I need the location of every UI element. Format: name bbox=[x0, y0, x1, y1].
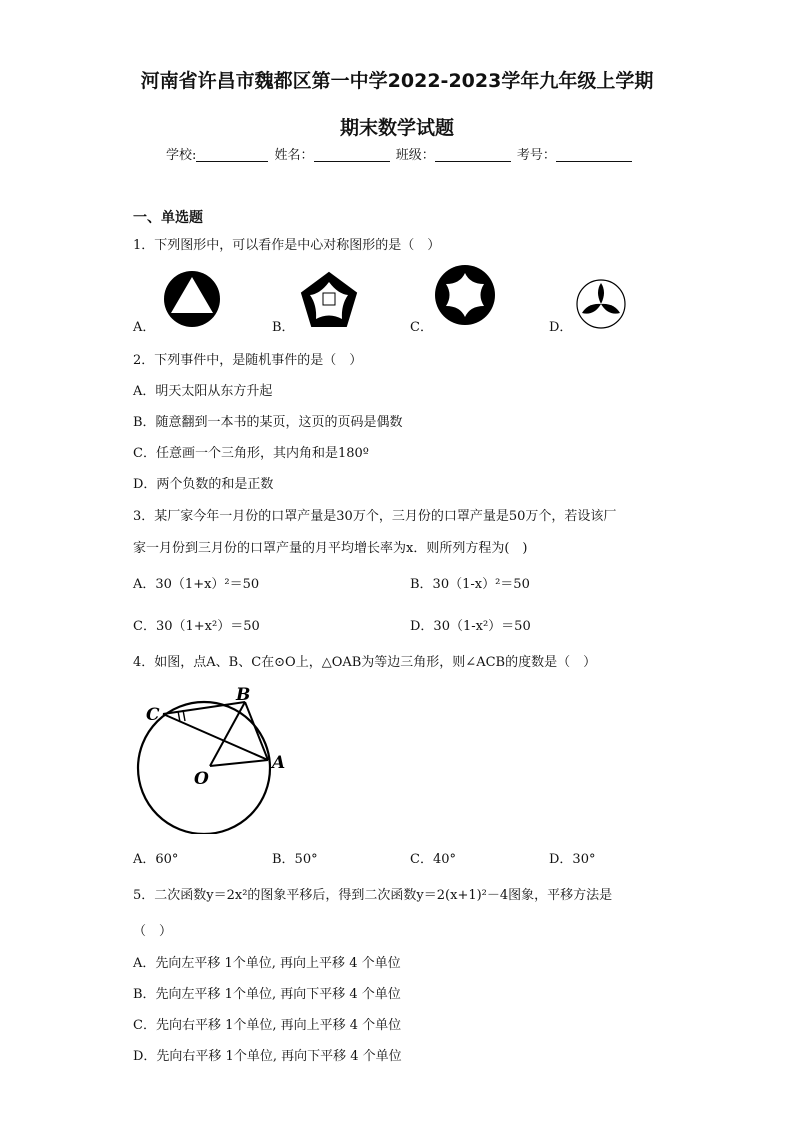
q2-option-a: A．明天太阳从东方升起 bbox=[133, 384, 273, 399]
q1-option-c-label: C． bbox=[410, 320, 433, 335]
q3-option-a: A．30（1+x）²＝50 bbox=[133, 577, 260, 592]
q2-option-c: C．任意画一个三角形，其内角和是180º bbox=[133, 446, 369, 461]
q5-stem-line2: （ ） bbox=[133, 924, 173, 939]
q1-option-a-figure bbox=[162, 270, 222, 328]
document-title-line2: 期末数学试题 bbox=[339, 117, 454, 139]
q2-option-b: B．随意翻到一本书的某页，这页的页码是偶数 bbox=[133, 415, 403, 430]
q5-option-b: B．先向左平移 1个单位, 再向下平移 4 个单位 bbox=[133, 987, 401, 1002]
name-blank[interactable] bbox=[314, 147, 390, 162]
exam-no-blank[interactable] bbox=[556, 147, 632, 162]
q4-option-a: A．60° bbox=[133, 852, 179, 867]
q1-option-d-figure bbox=[575, 278, 627, 330]
q1-option-b-figure bbox=[298, 270, 360, 330]
q4-label-b: B bbox=[236, 685, 251, 705]
section-heading: 一、单选题 bbox=[133, 210, 203, 226]
q3-option-c: C．30（1+x²）＝50 bbox=[133, 619, 260, 634]
class-blank[interactable] bbox=[435, 147, 511, 162]
q1-option-d-label: D． bbox=[549, 320, 573, 335]
q1-stem: 1．下列图形中，可以看作是中心对称图形的是（ ） bbox=[133, 238, 441, 253]
name-label: 姓名： bbox=[274, 148, 314, 163]
class-label: 班级： bbox=[395, 148, 435, 163]
q4-option-c: C．40° bbox=[410, 852, 456, 867]
q3-stem-line1: 3．某厂家今年一月份的口罩产量是30万个，三月份的口罩产量是50万个，若设该厂 bbox=[133, 509, 617, 524]
student-info-row bbox=[166, 144, 634, 163]
q1-option-c-figure bbox=[434, 264, 496, 326]
q1-option-a-label: A． bbox=[133, 320, 156, 335]
q4-label-o: O bbox=[194, 769, 209, 789]
q5-option-a: A．先向左平移 1个单位, 再向上平移 4 个单位 bbox=[133, 956, 401, 971]
q4-stem: 4．如图，点A、B、C在⊙O上，△OAB为等边三角形，则∠ACB的度数是（ ） bbox=[133, 655, 597, 670]
q5-option-d: D．先向右平移 1个单位, 再向下平移 4 个单位 bbox=[133, 1049, 402, 1064]
q4-option-b: B．50° bbox=[272, 852, 318, 867]
document-title-line1: 河南省许昌市魏都区第一中学2022-2023学年九年级上学期 bbox=[140, 70, 654, 92]
q3-option-d: D．30（1-x²）＝50 bbox=[410, 619, 531, 634]
q4-label-c: C bbox=[146, 705, 160, 725]
q2-stem: 2．下列事件中，是随机事件的是（ ） bbox=[133, 353, 363, 368]
q4-option-d: D．30° bbox=[549, 852, 596, 867]
q2-option-d: D．两个负数的和是正数 bbox=[133, 477, 274, 492]
school-blank[interactable] bbox=[196, 147, 268, 162]
q3-stem-line2: 家一月份到三月份的口罩产量的月平均增长率为x．则所列方程为( ) bbox=[133, 541, 528, 556]
q4-circle-diagram bbox=[128, 684, 296, 834]
exam-no-label: 考号： bbox=[516, 148, 556, 163]
q5-stem-line1: 5．二次函数y＝2x²的图象平移后，得到二次函数y＝2(x+1)²－4图象，平移方法是 bbox=[133, 888, 613, 903]
school-label: 学校: bbox=[166, 148, 197, 163]
q5-option-c: C．先向右平移 1个单位, 再向上平移 4 个单位 bbox=[133, 1018, 402, 1033]
q1-option-b-label: B． bbox=[272, 320, 295, 335]
q4-label-a: A bbox=[272, 753, 286, 773]
q3-option-b: B．30（1-x）²＝50 bbox=[410, 577, 530, 592]
